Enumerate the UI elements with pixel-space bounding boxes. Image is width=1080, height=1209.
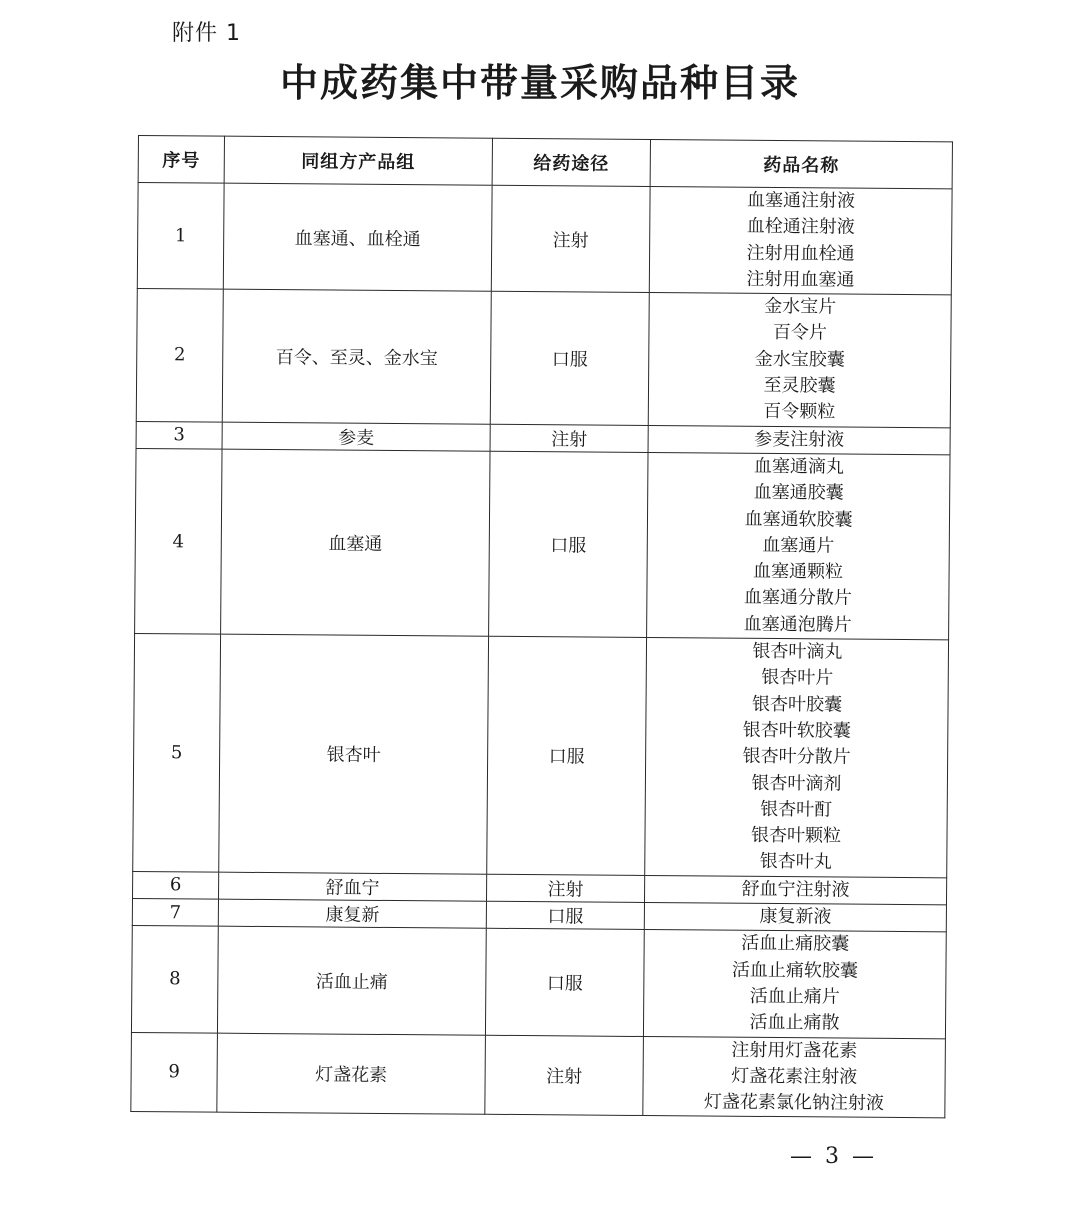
column-header-seq: 序号 — [138, 136, 224, 184]
drug-list — [650, 187, 952, 295]
drug-name: 血塞通软胶囊 — [744, 508, 853, 531]
row-seq: 2 — [136, 289, 223, 422]
drug-name: 银杏叶滴丸 — [752, 640, 843, 663]
drug-name: 注射用血栓通 — [746, 242, 855, 265]
drug-name: 注射用血塞通 — [746, 268, 855, 291]
drug-list — [644, 930, 946, 1038]
drug-name: 活血止痛散 — [749, 1012, 840, 1034]
row-product-group: 百令、至灵、金水宝 — [222, 289, 491, 424]
row-seq: 8 — [131, 926, 218, 1033]
row-product-group: 血塞通、血栓通 — [223, 183, 492, 291]
drug-name: 康复新液 — [759, 905, 832, 928]
drug-name: 血塞通胶囊 — [753, 482, 844, 504]
row-route: 注射 — [490, 424, 648, 453]
row-drug-names — [643, 1036, 946, 1118]
row-route: 注射 — [491, 185, 650, 292]
drug-name: 参麦注射液 — [754, 428, 845, 451]
drug-name: 活血止痛片 — [749, 985, 840, 1008]
drug-name: 银杏叶分散片 — [742, 746, 851, 768]
catalog-table-body — [131, 183, 952, 1119]
row-product-group: 活血止痛 — [217, 926, 486, 1034]
row-route: 注射 — [485, 1035, 644, 1116]
row-product-group: 银杏叶 — [219, 634, 489, 874]
page-number: — 3 — — [790, 1144, 877, 1169]
drug-name: 血塞通泡腾片 — [743, 613, 852, 636]
row-drug-names — [647, 452, 950, 639]
row-seq: 1 — [137, 183, 224, 290]
drug-name: 血塞通滴丸 — [753, 455, 844, 478]
row-route: 口服 — [487, 636, 647, 875]
drug-name: 活血止痛软胶囊 — [731, 959, 859, 982]
row-seq: 7 — [132, 898, 218, 926]
row-drug-names — [645, 638, 949, 878]
drug-name: 活血止痛胶囊 — [741, 933, 850, 955]
drug-name: 银杏叶软胶囊 — [742, 719, 851, 742]
row-product-group: 灯盏花素 — [217, 1033, 486, 1115]
drug-name: 注射用灯盏花素 — [731, 1039, 858, 1062]
drug-name: 灯盏花素注射液 — [731, 1065, 858, 1088]
row-route: 口服 — [485, 929, 644, 1036]
row-product-group: 参麦 — [222, 422, 490, 451]
row-drug-names — [643, 930, 946, 1039]
column-header-route: 给药途径 — [492, 138, 650, 186]
drug-name: 舒血宁注射液 — [741, 878, 850, 901]
drug-list — [645, 876, 946, 905]
attachment-label: 附件 1 — [172, 21, 241, 46]
drug-list — [645, 638, 948, 877]
drug-name: 银杏叶颗粒 — [750, 824, 842, 847]
row-route: 口服 — [490, 291, 649, 425]
table-row — [133, 634, 949, 878]
table-row — [131, 1032, 946, 1118]
table-row — [136, 289, 951, 428]
table-row — [137, 183, 952, 296]
row-product-group: 舒血宁 — [219, 872, 487, 901]
drug-name: 百令片 — [772, 322, 828, 344]
drug-name: 银杏叶片 — [761, 667, 834, 689]
drug-name: 银杏叶滴剂 — [751, 772, 842, 795]
drug-name: 灯盏花素氯化钠注射液 — [703, 1091, 884, 1114]
row-seq: 3 — [136, 421, 222, 449]
drug-name: 银杏叶胶囊 — [751, 693, 843, 716]
row-product-group: 血塞通 — [221, 449, 490, 636]
row-seq: 9 — [131, 1032, 218, 1113]
table-header-row — [138, 136, 952, 189]
row-route: 口服 — [486, 901, 644, 930]
row-seq: 5 — [133, 634, 221, 872]
page-title: 中成药集中带量采购品种目录 — [279, 61, 800, 105]
drug-list — [643, 1037, 945, 1118]
row-route: 口服 — [489, 451, 648, 637]
drug-name: 金水宝片 — [764, 296, 837, 318]
drug-name: 血栓通注射液 — [746, 216, 855, 238]
table-row — [131, 926, 946, 1039]
drug-list — [647, 453, 949, 639]
drug-name: 至灵胶囊 — [763, 374, 836, 397]
table-row — [135, 448, 950, 639]
row-drug-names — [648, 425, 950, 455]
row-seq: 6 — [133, 871, 219, 899]
row-drug-names — [644, 903, 946, 933]
drug-name: 血塞通片 — [762, 534, 835, 557]
row-route: 注射 — [486, 874, 644, 903]
row-drug-names — [648, 293, 951, 428]
drug-name: 银杏叶丸 — [759, 851, 832, 873]
drug-name: 金水宝胶囊 — [754, 348, 845, 371]
row-product-group: 康复新 — [218, 899, 486, 928]
drug-name: 血塞通颗粒 — [753, 561, 844, 583]
drug-name: 血塞通注射液 — [746, 189, 856, 212]
drug-list — [649, 426, 950, 455]
row-drug-names — [649, 187, 952, 296]
drug-list — [649, 293, 951, 427]
drug-list — [645, 903, 946, 932]
drug-name: 百令颗粒 — [763, 401, 836, 423]
catalog-table — [130, 135, 953, 1119]
row-drug-names — [644, 875, 946, 905]
row-seq: 4 — [135, 448, 222, 634]
column-header-drug-name: 药品名称 — [650, 140, 952, 189]
column-header-group: 同组方产品组 — [224, 136, 492, 185]
drug-name: 银杏叶酊 — [760, 798, 833, 821]
drug-name: 血塞通分散片 — [743, 587, 852, 610]
